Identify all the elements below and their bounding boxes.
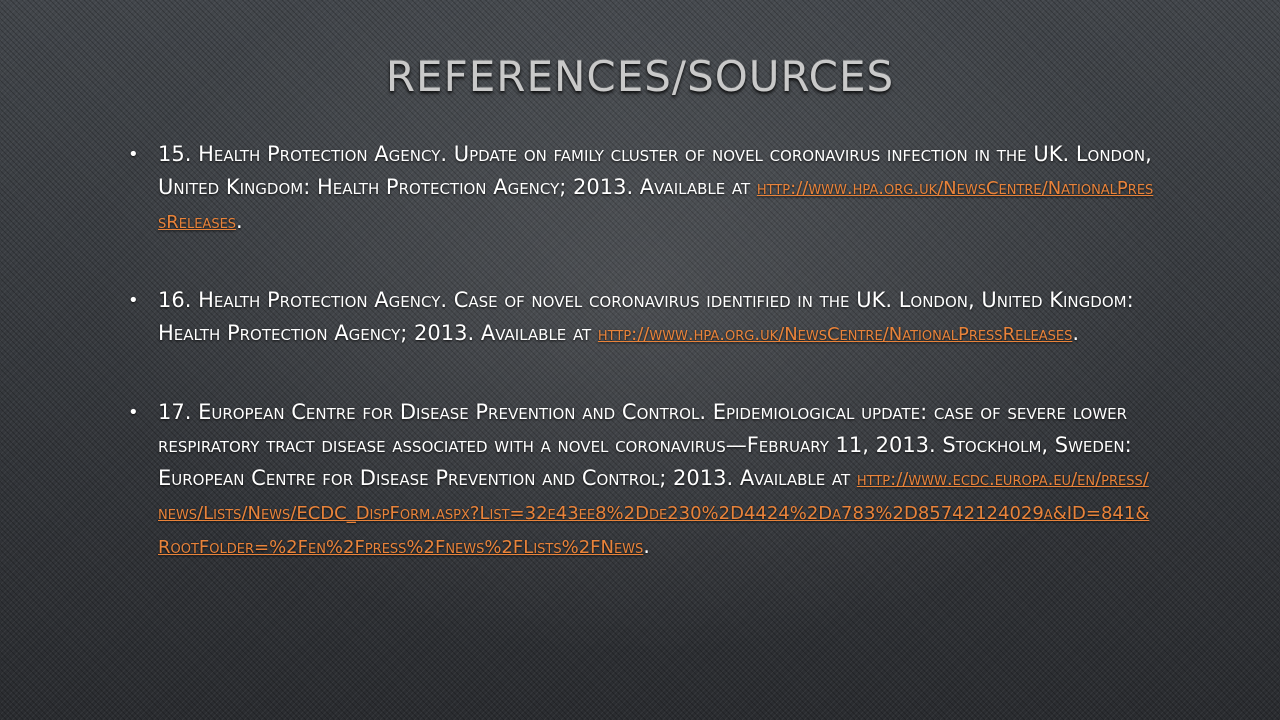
reference-link[interactable]: http://www.ecdc.europa.eu/en/press/news/Lists/News/ECDC_DispForm.aspx?List=32e43ee8%2Dde230%2D4424%2Da783%2D85742124029a&ID=841&RootFolder=%2Fen%2Fpress%2Fnews%2FLists%2FNews	[158, 469, 1150, 558]
reference-end: .	[1072, 321, 1080, 345]
references-list	[128, 138, 1158, 609]
bullet: •	[128, 144, 139, 165]
bullet: •	[128, 290, 139, 311]
slide-title: REFERENCES/SOURCES	[385, 52, 895, 101]
reference-text: 17. European Centre for Disease Prevention and Control. Epidemiological update: case of severe lower respiratory tract disease associated with a novel coronavirus—February 11, 2013. Stockholm, Sweden: European Centre for Disease Prevention and Control; 2013. Available at	[158, 400, 1132, 490]
reference-item	[128, 284, 1158, 351]
reference-link[interactable]: http://www.hpa.org.uk/NewsCentre/NationalPressReleases	[597, 324, 1073, 345]
reference-item	[128, 396, 1158, 564]
reference-item	[128, 138, 1158, 239]
reference-end: .	[643, 534, 650, 558]
reference-text: 15. Health Protection Agency. Update on family cluster of novel coronavirus infection in the UK. London, United Kingdom: Health Protection Agency; 2013. Available at	[158, 142, 1152, 199]
bullet: •	[128, 402, 139, 423]
reference-text: 16. Health Protection Agency. Case of novel coronavirus identified in the UK. London, United Kingdom: Health Protection Agency; 2013. Available at	[158, 288, 1134, 345]
reference-link[interactable]: http://www.hpa.org.uk/NewsCentre/NationalPressReleases	[158, 178, 1154, 233]
reference-end: .	[236, 209, 243, 233]
